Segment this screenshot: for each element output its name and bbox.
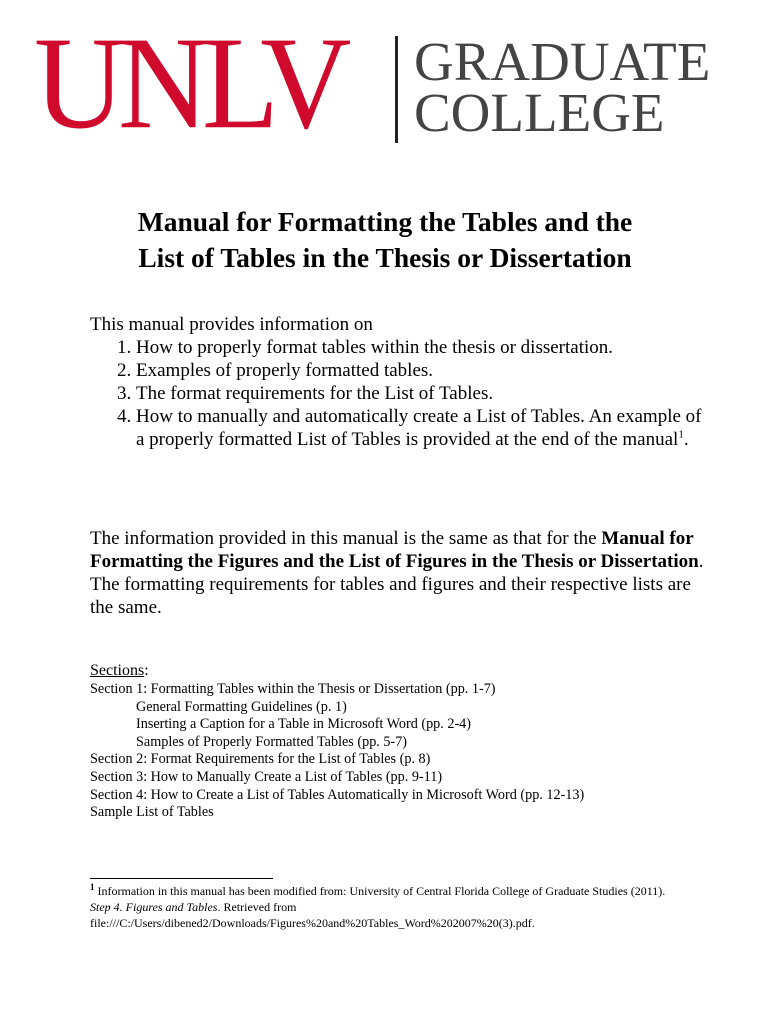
list-item: 2. Examples of properly formatted tables. xyxy=(136,359,710,382)
section-line: Section 4: How to Create a List of Tables Automatically in Microsoft Word (pp. 12-13) xyxy=(90,786,585,803)
intro-section xyxy=(90,313,710,451)
logo-line-college: COLLEGE xyxy=(414,82,665,143)
logo-unlv-wordmark: UNLV xyxy=(34,10,345,157)
related-manual-title: Manual for Formatting the Figures and the List of Figures in the Thesis or Dissertation xyxy=(90,528,699,572)
logo-graduate-college xyxy=(414,31,711,143)
footnote-ref: 1 xyxy=(678,428,684,441)
section-line: Sample List of Tables xyxy=(90,804,214,821)
section-subline: Inserting a Caption for a Table in Microsoft Word (pp. 2-4) xyxy=(136,716,472,733)
section-line: Section 1: Formatting Tables within the Thesis or Dissertation (pp. 1-7) xyxy=(90,681,496,697)
footnote-rule xyxy=(90,878,273,879)
section-line: Section 3: How to Manually Create a List of Tables (pp. 9-11) xyxy=(90,768,443,785)
intro-list xyxy=(90,336,710,451)
logo-line-graduate: GRADUATE xyxy=(414,31,711,92)
title-line-1: Manual for Formatting the Tables and the xyxy=(137,206,633,237)
intro-lead: This manual provides information on xyxy=(90,314,373,335)
section-subline: Samples of Properly Formatted Tables (pp. 5-7) xyxy=(136,733,408,750)
list-item: 1. How to properly format tables within the thesis or dissertation. xyxy=(136,336,710,359)
section-line: Section 2: Format Requirements for the List of Tables (p. 8) xyxy=(90,751,431,768)
document-title xyxy=(60,204,710,276)
list-item: 4. How to manually and automatically create a List of Tables. An example of a properly formatted List of Tables is provided at the end of the manual$^1$. xyxy=(136,405,710,451)
sections-list xyxy=(90,661,584,822)
section-subline: General Formatting Guidelines (p. 1) xyxy=(136,698,347,715)
title-line-2: List of Tables in the Thesis or Dissertation xyxy=(138,242,632,273)
footnote-source-title: Step 4. Figures and Tables xyxy=(90,900,218,914)
logo-divider xyxy=(395,36,398,143)
footnote-marker: 1 xyxy=(90,882,95,892)
sections-heading: Sections: xyxy=(90,662,149,679)
related-manual-paragraph: The information provided in this manual is the same as that for the Manual for Formatting the Figures and the List of Figures in the Thesis or Dissertation. The formatting requirements for tables and figures and their respective lists are the same. xyxy=(90,528,704,618)
footnote: $^1$ Information in this manual has been modified from: University of Central Florida College of Graduate Studies (2011). Step 4. Figures and Tables. Retrieved from file:///C:/Users/dibened2/Downloads/Figures%20and%20Tables_Word%202007%20(3).pdf. xyxy=(90,882,666,930)
list-item: 3. The format requirements for the List of Tables. xyxy=(136,382,710,405)
